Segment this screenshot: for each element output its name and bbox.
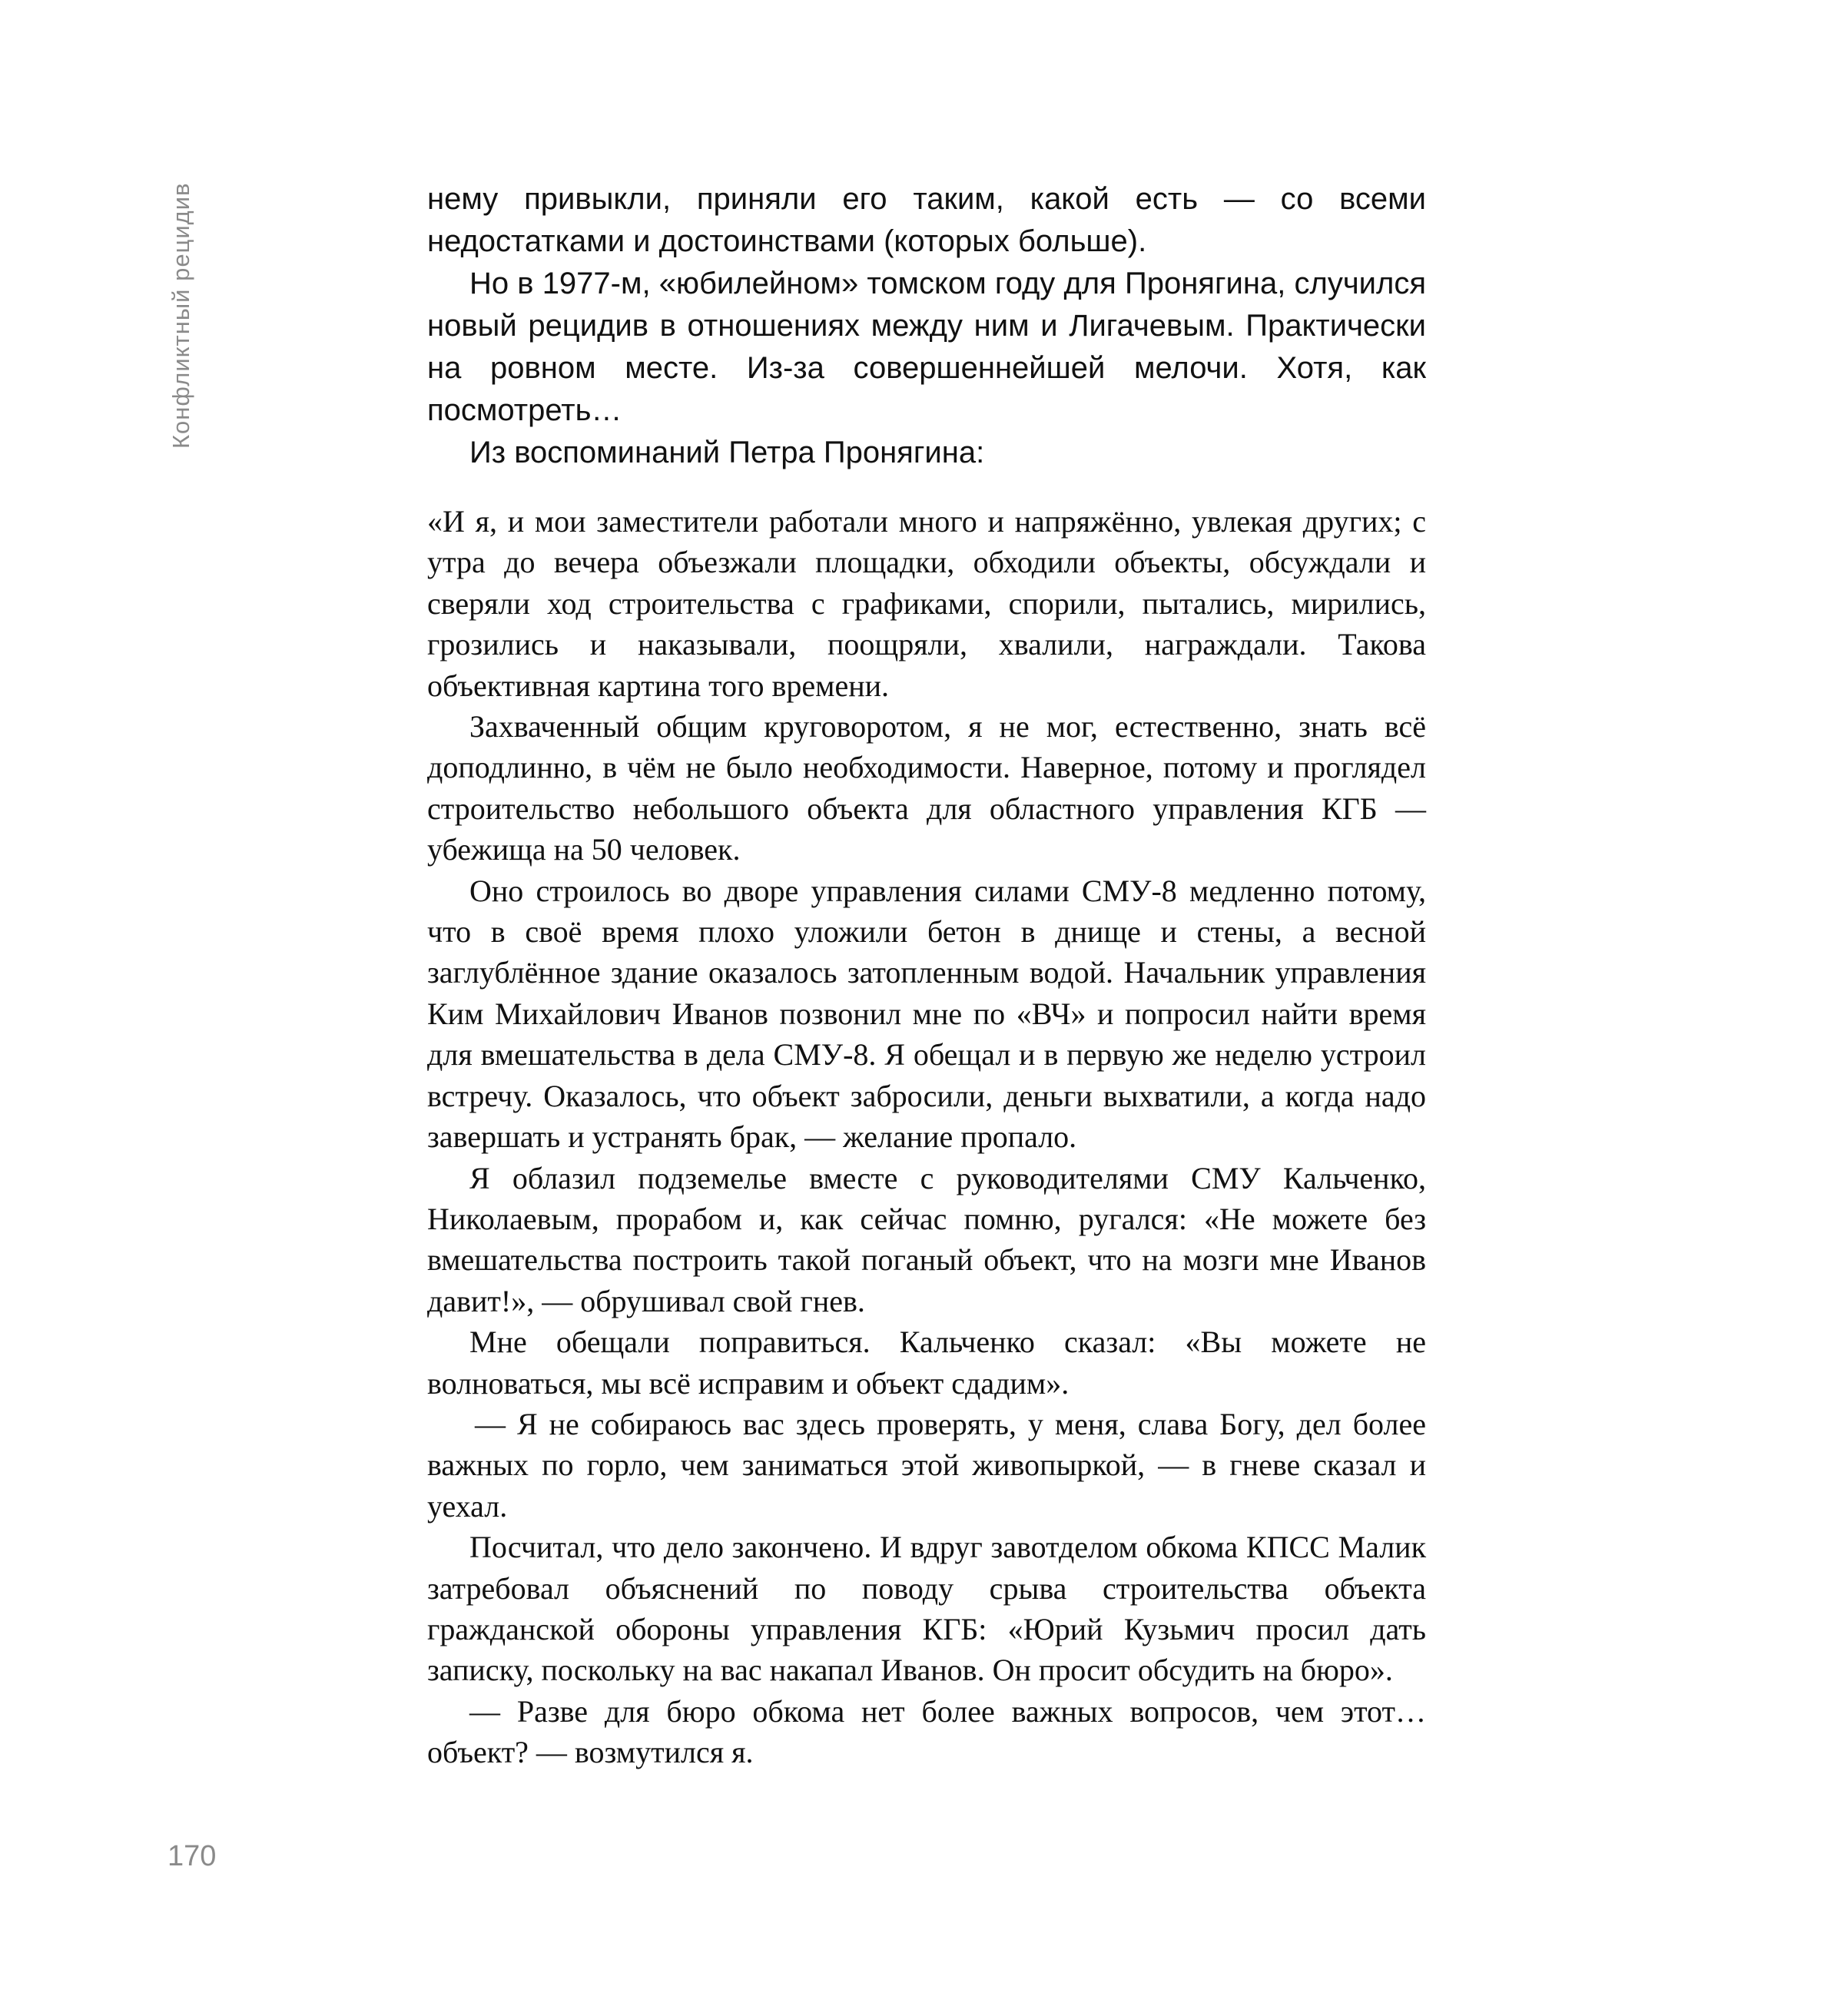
paragraph: Я облазил подземелье вместе с руководителями СМУ Кальченко, Николаевым, прорабом и, как сейчас помню, ругался: «Не можете без вмешательства построить такой поганый объект, что на мозги мне Иванов давит!», — обрушивал свой гнев. xyxy=(427,1160,1426,1318)
paragraph: «И я, и мои заместители работали много и напряжённо, увлекая других; с утра до вечера объезжали площадки, обходили объекты, обсуждали и сверяли ход строительства с графиками, спорили, пытались, мирились, грозились и наказывали, поощряли, хвалили, награждали. Такова объективная картина того времени. xyxy=(427,504,1426,703)
paragraph: нему привыкли, приняли его таким, какой есть — со всеми недостатками и достоинствами (которых больше). xyxy=(427,182,1426,258)
paragraph: Посчитал, что дело закончено. И вдруг завотделом обкома КПСС Малик затребовал объяснений по поводу срыва строительства объекта гражданской обороны управления КГБ: «Юрий Кузьмич просил дать записку, поскольку на вас накапал Иванов. Он просит обсудить на бюро». xyxy=(427,1530,1426,1688)
paragraph: Но в 1977-м, «юбилейном» томском году для Пронягина, случился новый рецидив в отношениях между ним и Лигачевым. Практически на ровном месте. Из-за совершеннейшей мелочи. Хотя, как посмотреть… xyxy=(427,267,1426,427)
page-number: 170 xyxy=(167,1840,217,1872)
running-head-text: Конфликтный рецидив xyxy=(167,182,194,449)
running-head xyxy=(167,164,198,449)
memoir-quote xyxy=(427,501,1426,1773)
intro-text xyxy=(427,178,1426,474)
paragraph: Мне обещали поправиться. Кальченко сказал: «Вы можете не волноваться, мы всё исправим и объект сдадим». xyxy=(427,1325,1426,1401)
paragraph: Захваченный общим круговоротом, я не мог, естественно, знать всё доподлинно, в чём не было необходимости. Наверное, потому и проглядел строительство небольшого объекта для областного управления КГБ — убежища на 50 человек. xyxy=(427,709,1426,867)
paragraph: — Разве для бюро обкома нет более важных вопросов, чем этот… объект? — возмутился я. xyxy=(427,1693,1426,1770)
paragraph: — Я не собираюсь вас здесь проверять, у меня, слава Богу, дел более важных по горло, чем заниматься этой живопыркой, — в гневе сказал и уехал. xyxy=(427,1406,1426,1524)
paragraph: Оно строилось во дворе управления силами СМУ-8 медленно потому, что в своё время плохо уложили бетон в днище и стены, а весной заглублённое здание оказалось затопленным водой. Начальник управления Ким Михайлович Иванов позвонил мне по «ВЧ» и попросил найти время для вмешательства в дела СМУ-8. Я обещал и в первую же неделю устроил встречу. Оказалось, что объект забросили, деньги выхватили, а когда надо завершать и устранять брак, — желание пропало. xyxy=(427,873,1426,1155)
paragraph: Из воспоминаний Петра Пронягина: xyxy=(469,436,985,469)
